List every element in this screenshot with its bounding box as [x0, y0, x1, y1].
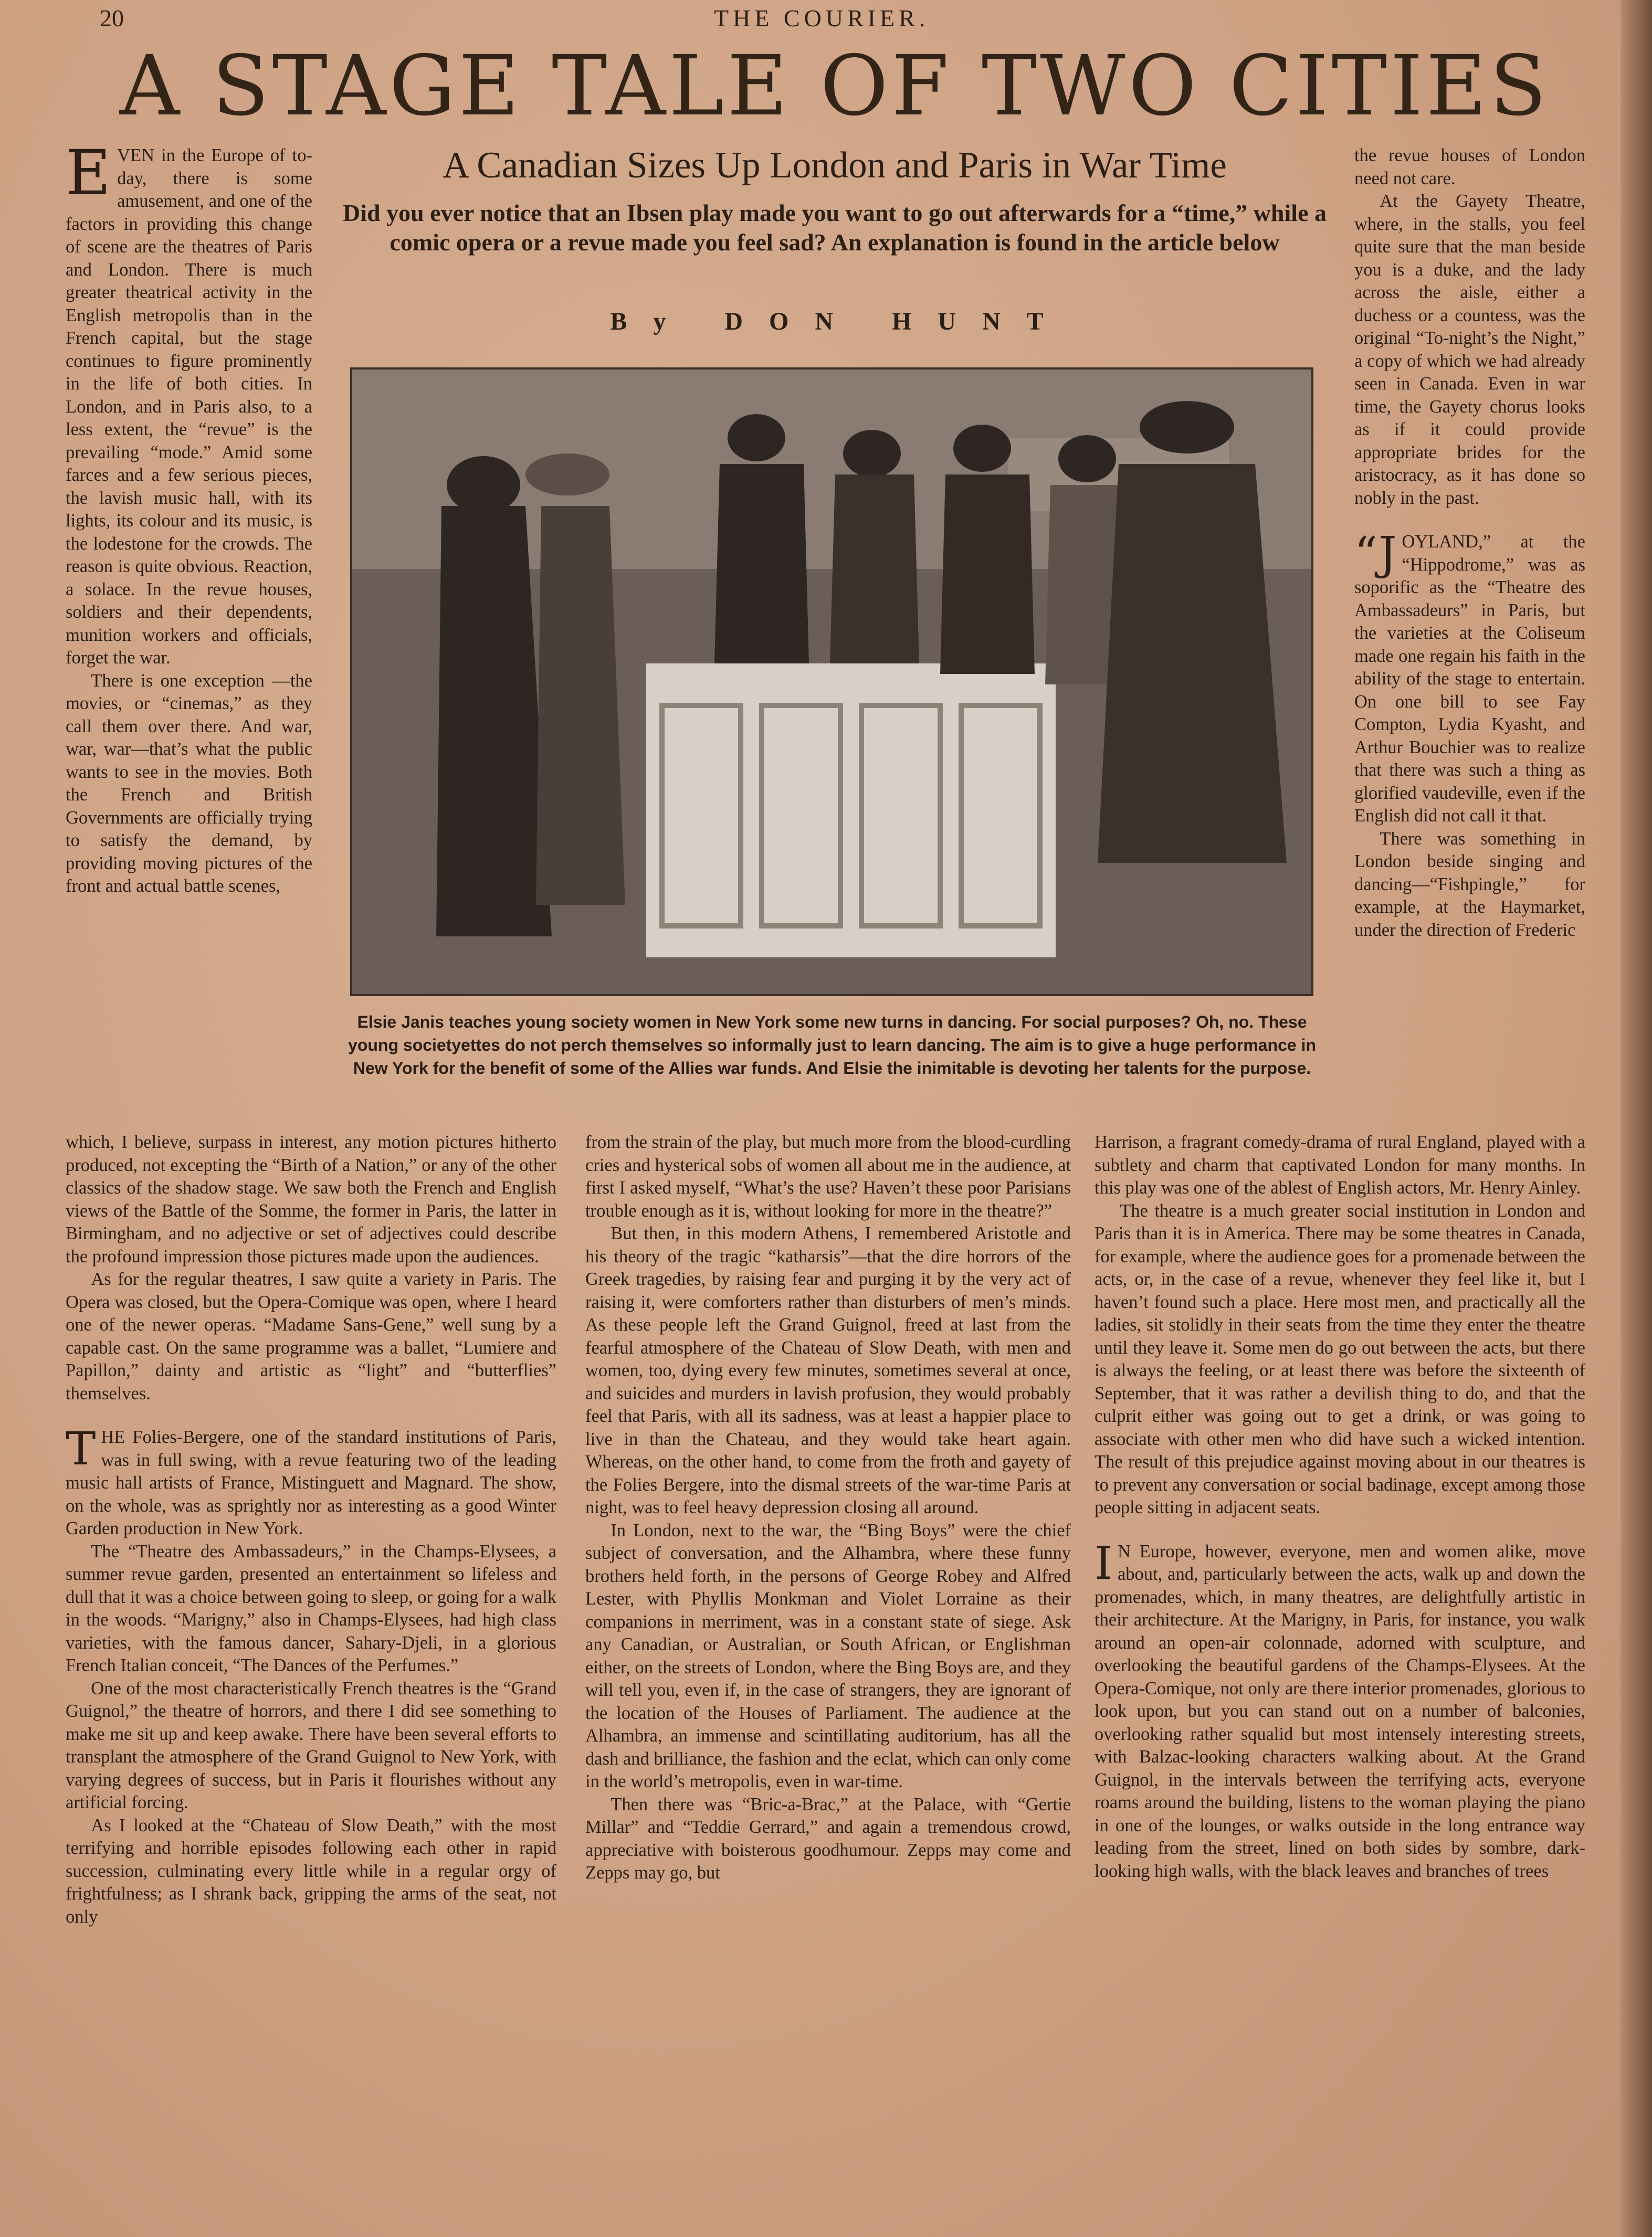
col1-paragraph-1: which, I believe, surpass in interest, any motion pictures hitherto produced, not excepting the “Birth of a Nation,” or any of the other classics of the shadow stage. We saw both the French and English views of the Battle of the Somme, the former in Paris, the latter in Birmingham, and no adjective or set of adjectives could describe the profound impression those pictures made upon the audiences.: [66, 1132, 556, 1267]
headline: A STAGE TALE OF TWO CITIES: [119, 38, 1550, 134]
right-column-top: [1354, 144, 1585, 942]
page-spine-shadow: [1621, 0, 1652, 2237]
dek: Did you ever notice that an Ibsen play made you want to go out afterwards for a “time,” while a comic opera or a revue made you feel sad? An explanation is found in the article below: [342, 199, 1327, 256]
column-three: [1095, 1131, 1585, 1883]
dropcap-j: “J: [1354, 527, 1397, 580]
col3-paragraph-1: Harrison, a fragrant comedy-drama of rural England, played with a subtlety and charm that captivated London for many months. In this play was one of the ablest of English actors, Mr. Henry Ainley.: [1095, 1132, 1585, 1198]
col1-paragraph-2: As for the regular theatres, I saw quite a variety in Paris. The Opera was closed, but the Opera-Comique was open, where I heard one of the newer operas. “Madame Sans-Gene,” well sung by a capable cast. On the same programme was a ballet, “Lumiere and Papillon,” dainty and artistic as “light” and “butterflies” themselves.: [66, 1269, 556, 1404]
photo-illustration: [352, 370, 1311, 994]
gayety-paragraph: At the Gayety Theatre, where, in the stalls, you feel quite sure that the man beside you is a duke, and the lady across the aisle, either a duchess or a countess, was the original “To-night’s the Night,” a copy of which we had already seen in Canada. Even in war time, the Gayety chorus looks as if it could provide appropriate brides for the aristocracy, as it has done so nobly in the past.: [1354, 191, 1585, 508]
column-one: [66, 1131, 556, 1928]
dropcap-i: I: [1095, 1537, 1112, 1590]
col2-paragraph-2: But then, in this modern Athens, I remembered Aristotle and his theory of the tragic “katharsis”—that the dire horrors of the Greek tragedies, by raising fear and purging it by the very act of raising it, were comforters rather than disturbers of men’s minds. As these people left the Grand Guignol, freed at last from the fearful atmosphere of the Chateau of Slow Death, with men and women, too, dying every few minutes, sometimes several at once, and suicides and murders in lavish profusion, they would probably feel that Paris, with all its sadness, was at least a happier place to live in than the Chateau, and they would take heart again. Whereas, on the other hand, to come from the froth and gayety of the Folies Bergere, into the dismal streets of the war-time Paris at night, was to feel heavy depression closing all around.: [585, 1223, 1071, 1517]
col2-paragraph-3: In London, next to the war, the “Bing Boys” were the chief subject of conversation, and the Alhambra, where these funny brothers held forth, in the persons of George Robey and Alfred Lester, with Phyllis Monkman and Violet Lorraine as their companions in merriment, was in a constant state of siege. Ask any Canadian, or Australian, or South African, or Englishman either, on the streets of London, where the Bing Boys are, and they will tell you, even if, in the case of strangers, they are ignorant of the location of the Houses of Parliament. The audience at the Alhambra, an immense and scintillating auditorium, has all the dash and brilliance, the fashion and the eclat, which can only come in the world’s metropolis, even in war-time.: [585, 1520, 1071, 1791]
col1-paragraph-5: One of the most characteristically French theatres is the “Grand Guignol,” the theatre of horrors, and there I did see something to make me sit up and keep awake. There have been several efforts to transplant the atmosphere of the Grand Guignol to New York, with varying degrees of success, but in Paris it flourishes without any artificial forcing.: [66, 1678, 556, 1812]
photo-caption: Elsie Janis teaches young society women in New York some new turns in dancing. For social purposes? Oh, no. These young societyettes do not perch themselves so informally just to learn dancing. The aim is to give a huge performance in New York for the benefit of some of the Allies war funds. And Elsie the inimitable is devoting her talents for the purpose.: [348, 1012, 1316, 1078]
subheadline: A Canadian Sizes Up London and Paris in War Time: [443, 145, 1227, 186]
col3-paragraph-2: The theatre is a much greater social institution in London and Paris than it is in America. There may be some theatres in Canada, for example, where the audience goes for a promenade between the acts, or, in the case of a revue, whenever they feel like it, but I haven’t found such a place. Here most men, and practically all the ladies, sit stolidly in their seats from the time they enter the theatre until they leave it. Some men do go out between the acts, but there is always the feeling, or at least there was before the sixteenth of September, that it was rather a devilish thing to do, and that the culprit either was going out to get a drink, or was going to associate with other men who did have such a wicked intention. The result of this prejudice against moving about in our theatres is to prevent any conversation or social badinage, except among those people sitting in adjacent seats.: [1095, 1200, 1585, 1517]
revue-paragraph: the revue houses of London need not care.: [1354, 145, 1585, 188]
article-photo: [350, 367, 1313, 996]
dropcap-e: E: [66, 136, 111, 209]
page-number: 20: [100, 5, 124, 31]
london-paragraph: There was something in London beside singing and dancing—“Fishpingle,” for example, at the Haymarket, under the direction of Frederic: [1354, 828, 1585, 940]
movies-paragraph: There is one exception —the movies, or “cinemas,” as they call them over there. And war, war, war—that’s what the public wants to see in the movies. Both the French and British Governments are officially trying to satisfy the demand, by providing moving pictures of the front and actual battle scenes,: [66, 670, 312, 896]
col3-paragraph-3: N Europe, however, everyone, men and women alike, move about, and, particularly between the acts, walk up and down the promenades, which, in many theatres, are delightfully artistic in their architecture. At the Marigny, in Paris, for instance, you walk around an open-air colonnade, adorned with sculpture, and overlooking the beautiful gardens of the Champs-Elysees. At the Opera-Comique, not only are there interior promenades, glorious to look upon, but you can stand out on a number of balconies, overlooking rather squalid but most intensely interesting streets, with Balzac-looking characters walking about. At the Grand Guignol, in the intervals between the terrifying acts, everyone roams around the building, listens to the woman playing the piano in one of the lounges, or walks outside in the long entrance way leading from the street, lined on both sides by sombre, dark-looking high walls, with the black leaves and branches of trees: [1095, 1541, 1585, 1881]
publication-name: THE COURIER.: [714, 5, 930, 31]
dropcap-t: T: [66, 1423, 96, 1475]
col1-paragraph-3: HE Folies-Bergere, one of the standard institutions of Paris, was in full swing, with a revue featuring two of the leading music hall artists of France, Mistinguett and Magnard. The show, on the whole, was as sprightly nor as interesting as a good Winter Garden production in New York.: [66, 1427, 556, 1538]
col1-paragraph-4: The “Theatre des Ambassadeurs,” in the Champs-Elysees, a summer revue garden, presented an entertainment so lifeless and dull that it was a choice between going to sleep, or going for a walk in the woods. “Marigny,” also in Champs-Elysees, had high class varieties, with the famous dancer, Sahary-Djeli, in a glorious French Italian conceit, “The Dances of the Perfumes.”: [66, 1541, 556, 1675]
col2-paragraph-4: Then there was “Bric-a-Brac,” at the Palace, with “Gertie Millar” and “Teddie Gerrard,” and again a tremendous crowd, appreciative with boisterous goodhumour. Zepps may come and Zepps may go, but: [585, 1794, 1071, 1883]
byline: By DON HUNT: [610, 308, 1070, 335]
col1-paragraph-6: As I looked at the “Chateau of Slow Death,” with the most terrifying and horrible episodes following each other in rapid succession, culminating every little while in a regular orgy of frightfulness; as I shrank back, gripping the arms of the seat, not only: [66, 1815, 556, 1927]
column-two: [585, 1131, 1071, 1885]
intro-paragraph: VEN in the Europe of to-day, there is some amusement, and one of the factors in providing this change of scene are the theatres of Paris and London. There is much greater theatrical activity in the English metropolis than in the French capital, but the stage continues to figure prominently in the life of both cities. In London, and in Paris also, to a less extent, the “revue” is the prevailing “mode.” Amid some farces and a few serious pieces, the lavish music hall, with its lights, its colour and its music, is the lodestone for the crowds. The reason is quite obvious. Reaction, a solace. In the revue houses, soldiers and their dependents, munition workers and officials, forget the war.: [66, 145, 312, 668]
col2-paragraph-1: from the strain of the play, but much more from the blood-curdling cries and hysterical sobs of women all about me in the audience, at first I asked myself, “What’s the use? Haven’t these poor Parisians trouble enough as it is, without looking for more in the theatre?”: [585, 1132, 1071, 1221]
joyland-paragraph: OYLAND,” at the “Hippodrome,” was as soporific as the “Theatre des Ambassadeurs” in Paris, but the varieties at the Coliseum made one regain his faith in the ability of the stage to entertain. On one bill to see Fay Compton, Lydia Kyasht, and Arthur Bouchier was to realize that there was such a thing as glorified vaudeville, even if the English did not call it that.: [1354, 532, 1585, 826]
left-column-top: [66, 136, 312, 898]
